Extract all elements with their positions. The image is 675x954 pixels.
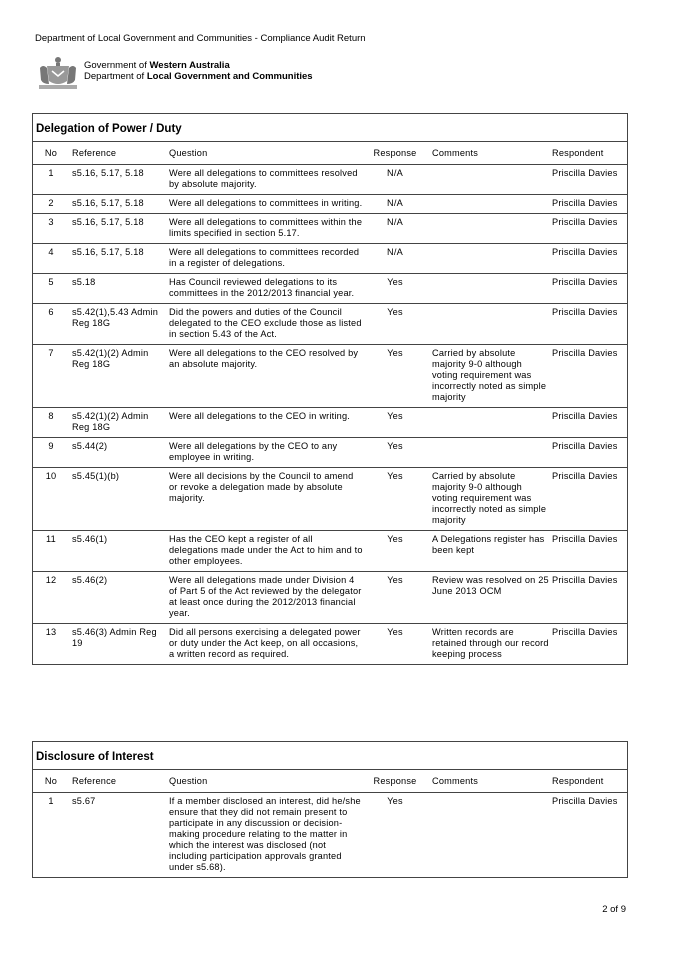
- row-number: 5: [33, 274, 69, 304]
- table-row: [33, 165, 627, 195]
- col-reference: Reference: [69, 770, 166, 793]
- table-row: [33, 531, 627, 572]
- row-question: Were all delegations to committees within the limits specified in section 5.17.: [166, 214, 363, 244]
- row-reference: s5.46(2): [69, 572, 166, 624]
- row-number: 7: [33, 345, 69, 408]
- row-comments: [427, 244, 550, 274]
- row-reference: s5.46(3) Admin Reg 19: [72, 627, 157, 648]
- page-number: 2 of 9: [602, 904, 626, 915]
- row-number: 9: [33, 438, 69, 468]
- row-respondent: Priscilla Davies: [552, 796, 618, 806]
- row-response: Yes: [363, 274, 427, 304]
- col-comments: Comments: [427, 770, 550, 793]
- row-reference: s5.16, 5.17, 5.18: [69, 165, 166, 195]
- row-reference: s5.44(2): [69, 438, 166, 468]
- row-comments: Review was resolved on 25 June 2013 OCM: [427, 572, 550, 624]
- disclosure-table: [33, 769, 627, 877]
- row-question: Has Council reviewed delegations to its committees in the 2012/2013 financial year.: [166, 274, 363, 304]
- row-comments: A Delegations register has been kept: [427, 531, 550, 572]
- row-response: N/A: [363, 244, 427, 274]
- row-response: Yes: [363, 304, 427, 345]
- row-comments: [427, 214, 550, 244]
- row-respondent: Priscilla Davies: [550, 165, 627, 195]
- row-comments: [427, 274, 550, 304]
- row-respondent: Priscilla Davies: [550, 531, 627, 572]
- row-comments: [427, 165, 550, 195]
- row-reference: s5.42(1),5.43 Admin Reg 18G: [69, 304, 166, 345]
- col-reference: Reference: [69, 142, 166, 165]
- delegation-table: [33, 141, 627, 664]
- row-reference: s5.16, 5.17, 5.18: [69, 244, 166, 274]
- row-number: 13: [45, 627, 57, 637]
- row-response: N/A: [363, 195, 427, 214]
- row-reference: s5.45(1)(b): [69, 468, 166, 531]
- row-question: Were all delegations to the CEO in writing.: [166, 408, 363, 438]
- table-row: [33, 572, 627, 624]
- wa-crest-icon: [37, 54, 79, 92]
- row-respondent: Priscilla Davies: [550, 408, 627, 438]
- row-number: 8: [33, 408, 69, 438]
- table-row: [33, 468, 627, 531]
- row-reference: s5.18: [69, 274, 166, 304]
- col-no: No: [33, 770, 69, 793]
- row-response: Yes: [363, 408, 427, 438]
- row-response: Yes: [363, 531, 427, 572]
- row-respondent: Priscilla Davies: [550, 572, 627, 624]
- row-number: 3: [33, 214, 69, 244]
- row-number: 1: [33, 165, 69, 195]
- row-question: If a member disclosed an interest, did he/she ensure that they did not remain present to participate in any discussion or decision-making procedure relating to the matter in which the interest was disclosed (not including participation approvals granted under s5.68).: [169, 796, 361, 872]
- col-response: Response: [363, 770, 427, 793]
- col-respondent: Respondent: [550, 770, 627, 793]
- table-row: [33, 793, 627, 878]
- doc-title: Department of Local Government and Communities - Compliance Audit Return: [35, 33, 366, 44]
- row-respondent: Priscilla Davies: [550, 244, 627, 274]
- row-response: N/A: [363, 165, 427, 195]
- section-title: Disclosure of Interest: [33, 741, 627, 769]
- row-question: Were all delegations by the CEO to any employee in writing.: [166, 438, 363, 468]
- row-question: Were all delegations to committees in writing.: [166, 195, 363, 214]
- row-question: Were all delegations to committees resolved by absolute majority.: [166, 165, 363, 195]
- row-respondent: Priscilla Davies: [552, 627, 618, 637]
- col-respondent: Respondent: [550, 142, 627, 165]
- row-reference: s5.16, 5.17, 5.18: [69, 195, 166, 214]
- row-respondent: Priscilla Davies: [550, 195, 627, 214]
- row-number: 12: [33, 572, 69, 624]
- row-comments: [427, 438, 550, 468]
- row-number: 1: [48, 796, 54, 806]
- row-number: 2: [33, 195, 69, 214]
- table-row: [33, 438, 627, 468]
- row-comments: [427, 304, 550, 345]
- row-response: Yes: [387, 796, 403, 806]
- government-branding: Government of Western Australia Department of Local Government and Communities: [84, 60, 313, 82]
- row-question: Has the CEO kept a register of all delegations made under the Act to him and to other employees.: [166, 531, 363, 572]
- section-delegation: [32, 113, 628, 665]
- row-question: Were all delegations made under Division 4 of Part 5 of the Act reviewed by the delegator at least once during the 2012/2013 financial year.: [166, 572, 363, 624]
- row-respondent: Priscilla Davies: [550, 345, 627, 408]
- row-comments: [427, 195, 550, 214]
- row-question: Did all persons exercising a delegated power or duty under the Act keep, on all occasions, a written record as required.: [169, 627, 361, 659]
- row-comments: Carried by absolute majority 9-0 although voting requirement was incorrectly noted as simple majority: [427, 468, 550, 531]
- row-response: N/A: [363, 214, 427, 244]
- table-row: [33, 195, 627, 214]
- row-reference: s5.67: [72, 796, 96, 806]
- row-comments: Carried by absolute majority 9-0 although voting requirement was incorrectly noted as simple majority: [427, 345, 550, 408]
- row-response: Yes: [363, 572, 427, 624]
- section-disclosure: [32, 741, 628, 878]
- table-row: [33, 304, 627, 345]
- row-response: Yes: [387, 627, 403, 637]
- row-question: Did the powers and duties of the Council delegated to the CEO exclude those as listed in section 5.43 of the Act.: [166, 304, 363, 345]
- col-comments: Comments: [427, 142, 550, 165]
- table-row: [33, 244, 627, 274]
- table-row: [33, 345, 627, 408]
- row-response: Yes: [363, 345, 427, 408]
- section-title: Delegation of Power / Duty: [33, 113, 627, 141]
- row-reference: s5.46(1): [69, 531, 166, 572]
- row-reference: s5.42(1)(2) Admin Reg 18G: [69, 408, 166, 438]
- row-comments: [427, 793, 550, 878]
- row-number: 10: [33, 468, 69, 531]
- row-respondent: Priscilla Davies: [550, 438, 627, 468]
- table-header-row: [33, 770, 627, 793]
- row-question: Were all delegations to committees recorded in a register of delegations.: [166, 244, 363, 274]
- row-response: Yes: [363, 438, 427, 468]
- col-no: No: [33, 142, 69, 165]
- col-question: Question: [166, 770, 363, 793]
- table-header-row: [33, 142, 627, 165]
- row-number: 6: [33, 304, 69, 345]
- row-respondent: Priscilla Davies: [550, 304, 627, 345]
- row-number: 11: [33, 531, 69, 572]
- row-reference: s5.42(1)(2) Admin Reg 18G: [69, 345, 166, 408]
- row-comments: [427, 408, 550, 438]
- row-response: Yes: [363, 468, 427, 531]
- table-row: [33, 624, 627, 665]
- row-respondent: Priscilla Davies: [550, 468, 627, 531]
- row-question: Were all delegations to the CEO resolved by an absolute majority.: [166, 345, 363, 408]
- row-comments: Written records are retained through our record keeping process: [432, 627, 549, 659]
- row-number: 4: [33, 244, 69, 274]
- row-question: Were all decisions by the Council to amend or revoke a delegation made by absolute majority.: [166, 468, 363, 531]
- row-respondent: Priscilla Davies: [550, 214, 627, 244]
- table-row: [33, 214, 627, 244]
- row-reference: s5.16, 5.17, 5.18: [69, 214, 166, 244]
- col-question: Question: [166, 142, 363, 165]
- table-row: [33, 408, 627, 438]
- row-respondent: Priscilla Davies: [550, 274, 627, 304]
- col-response: Response: [363, 142, 427, 165]
- table-row: [33, 274, 627, 304]
